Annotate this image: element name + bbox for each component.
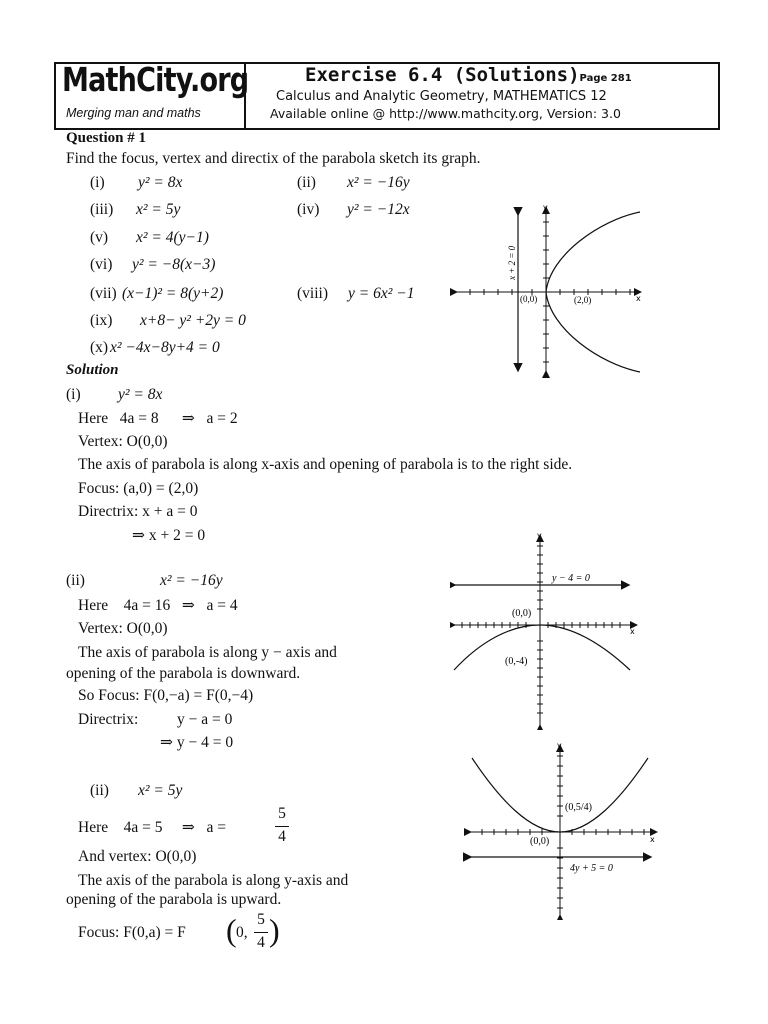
question-prompt: Find the focus, vertex and directix of the parabola sketch its graph. [66, 150, 481, 167]
part-equation: y² = −12x [347, 201, 410, 218]
solution-directrix: Directrix: x + a = 0 [78, 503, 198, 520]
solution-axis: opening of the parabola is upward. [66, 891, 282, 908]
y-axis-label: y [543, 203, 548, 212]
part-equation: x+8− y² +2y = 0 [140, 312, 246, 329]
x-axis-label: x [636, 294, 641, 303]
online-link[interactable]: Available online @ http://www.mathcity.org, Version: 3.0 [270, 106, 621, 121]
solution-directrix-result: ⇒ x + 2 = 0 [132, 527, 206, 544]
fraction-bar [275, 826, 289, 827]
fraction-bar [254, 932, 268, 933]
directrix-label: x + 2 = 0 [507, 245, 517, 280]
x-axis-label: x [630, 627, 635, 636]
part-label: (v) [90, 229, 109, 246]
solution-axis: The axis of the parabola is along y-axis and [78, 872, 349, 889]
fraction-denominator: 4 [278, 828, 286, 845]
part-label: (x) [90, 339, 109, 356]
site-logo[interactable]: MathCity.org [62, 60, 249, 99]
solution-label: (ii) [66, 572, 85, 589]
solution-directrix: Directrix: y − a = 0 [78, 711, 233, 728]
origin-label: (0,0) [512, 608, 532, 619]
paren-open: ( [226, 912, 237, 948]
part-equation: y = 6x² −1 [348, 285, 415, 302]
part-equation: x² = 4(y−1) [136, 229, 209, 246]
graph-parabola-up [460, 740, 660, 920]
fraction-numerator: 5 [257, 911, 265, 928]
focus-label: (0,5/4) [565, 802, 592, 813]
solution-focus: Focus: F(0,a) = F [78, 924, 186, 941]
focus-pre: 0, [236, 924, 248, 941]
part-equation: y² = 8x [138, 174, 183, 191]
graph-parabola-right [450, 200, 650, 380]
graph-parabola-down [450, 530, 642, 730]
focus-label: (2,0) [574, 295, 592, 305]
solution-equation: y² = 8x [118, 386, 163, 403]
solution-directrix-result: ⇒ y − 4 = 0 [160, 734, 234, 751]
tagline: Merging man and maths [66, 106, 201, 120]
solution-step: Here 4a = 8 ⇒ a = 2 [78, 410, 238, 427]
solution-axis: opening of the parabola is downward. [66, 665, 301, 682]
solution-axis: The axis of parabola is along y − axis and [78, 644, 337, 661]
question-heading: Question # 1 [66, 130, 147, 146]
y-axis-label: y [557, 741, 562, 750]
solution-heading: Solution [66, 362, 119, 378]
solution-step: Here 4a = 16 ⇒ a = 4 [78, 597, 238, 614]
solution-vertex: And vertex: O(0,0) [78, 848, 197, 865]
y-axis-label: y [537, 531, 542, 540]
directrix-label: y − 4 = 0 [552, 573, 590, 584]
part-label: (vii) [90, 285, 117, 302]
solution-vertex: Vertex: O(0,0) [78, 620, 168, 637]
exercise-title-text: Exercise 6.4 (Solutions) [305, 64, 580, 86]
fraction-numerator: 5 [278, 805, 286, 822]
part-label: (ix) [90, 312, 113, 329]
directrix-label: 4y + 5 = 0 [570, 863, 613, 874]
solution-label: (ii) [90, 782, 109, 799]
origin-label: (0,0) [530, 836, 550, 847]
book-subtitle: Calculus and Analytic Geometry, MATHEMATICS 12 [276, 89, 607, 104]
solution-focus: Focus: (a,0) = (2,0) [78, 480, 199, 497]
parabola-curve [454, 625, 630, 670]
part-label: (iii) [90, 201, 114, 218]
part-equation: (x−1)² = 8(y+2) [122, 285, 224, 302]
part-label: (ii) [297, 174, 316, 191]
exercise-title [305, 64, 632, 86]
part-equation: x² = 5y [136, 201, 181, 218]
solution-axis: The axis of parabola is along x-axis and opening of parabola is to the right side. [78, 456, 573, 473]
solution-focus: So Focus: F(0,−a) = F(0,−4) [78, 687, 254, 704]
solution-label: (i) [66, 386, 81, 403]
page-number: Page 281 [579, 73, 632, 84]
part-label: (viii) [297, 285, 328, 302]
x-axis-label: x [650, 835, 655, 844]
paren-close: ) [269, 912, 280, 948]
part-label: (vi) [90, 256, 113, 273]
solution-equation: x² = 5y [138, 782, 183, 799]
part-equation: y² = −8(x−3) [132, 256, 216, 273]
part-equation: x² = −16y [347, 174, 410, 191]
solution-step: Here 4a = 5 ⇒ a = [78, 819, 226, 836]
part-equation: x² −4x−8y+4 = 0 [110, 339, 220, 356]
part-label: (i) [90, 174, 105, 191]
focus-label: (0,-4) [505, 656, 528, 667]
part-label: (iv) [297, 201, 320, 218]
origin-label: (0,0) [520, 294, 538, 304]
fraction-denominator: 4 [257, 934, 265, 951]
solution-vertex: Vertex: O(0,0) [78, 433, 168, 450]
solution-equation: x² = −16y [160, 572, 223, 589]
